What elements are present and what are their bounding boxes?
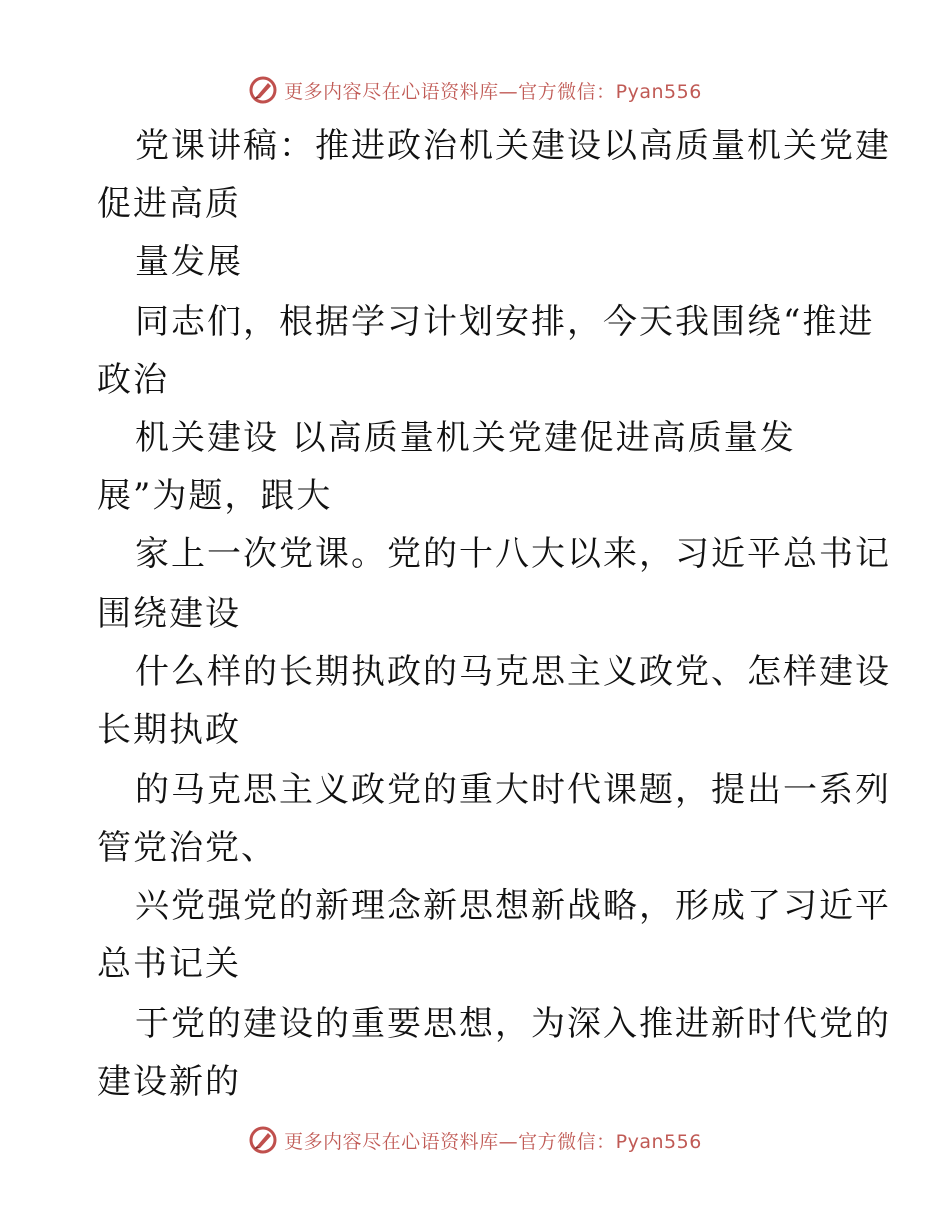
text-line: 建设新的 — [97, 1062, 241, 1102]
text-line: 总书记关 — [97, 944, 241, 984]
text-line: 什么样的长期执政的马克思主义政党、怎样建设 — [135, 652, 891, 692]
text-line: 量发展 — [135, 242, 243, 282]
text-line: 管党治党、 — [97, 828, 277, 868]
text-line: 机关建设 以高质量机关党建促进高质量发 — [135, 418, 796, 458]
text-line: 围绕建设 — [97, 594, 241, 634]
header-banner-text: 更多内容尽在心语资料库—官方微信：Pyan556 — [284, 80, 702, 103]
text-line: 促进高质 — [97, 184, 241, 224]
text-line: 政治 — [97, 360, 169, 400]
text-line: 党课讲稿：推进政治机关建设以高质量机关党建 — [135, 126, 891, 166]
text-line: 兴党强党的新理念新思想新战略，形成了习近平 — [135, 886, 891, 926]
pen-logo-icon — [248, 1125, 278, 1155]
footer-banner-text: 更多内容尽在心语资料库—官方微信：Pyan556 — [284, 1130, 702, 1153]
footer-banner — [0, 1120, 950, 1160]
text-line: 家上一次党课。党的十八大以来，习近平总书记 — [135, 534, 891, 574]
text-line: 于党的建设的重要思想，为深入推进新时代党的 — [135, 1004, 891, 1044]
text-line: 长期执政 — [97, 710, 241, 750]
text-line: 同志们，根据学习计划安排，今天我围绕“推进 — [135, 302, 875, 342]
text-line: 展”为题，跟大 — [97, 476, 333, 516]
text-line: 的马克思主义政党的重大时代课题，提出一系列 — [135, 770, 891, 810]
